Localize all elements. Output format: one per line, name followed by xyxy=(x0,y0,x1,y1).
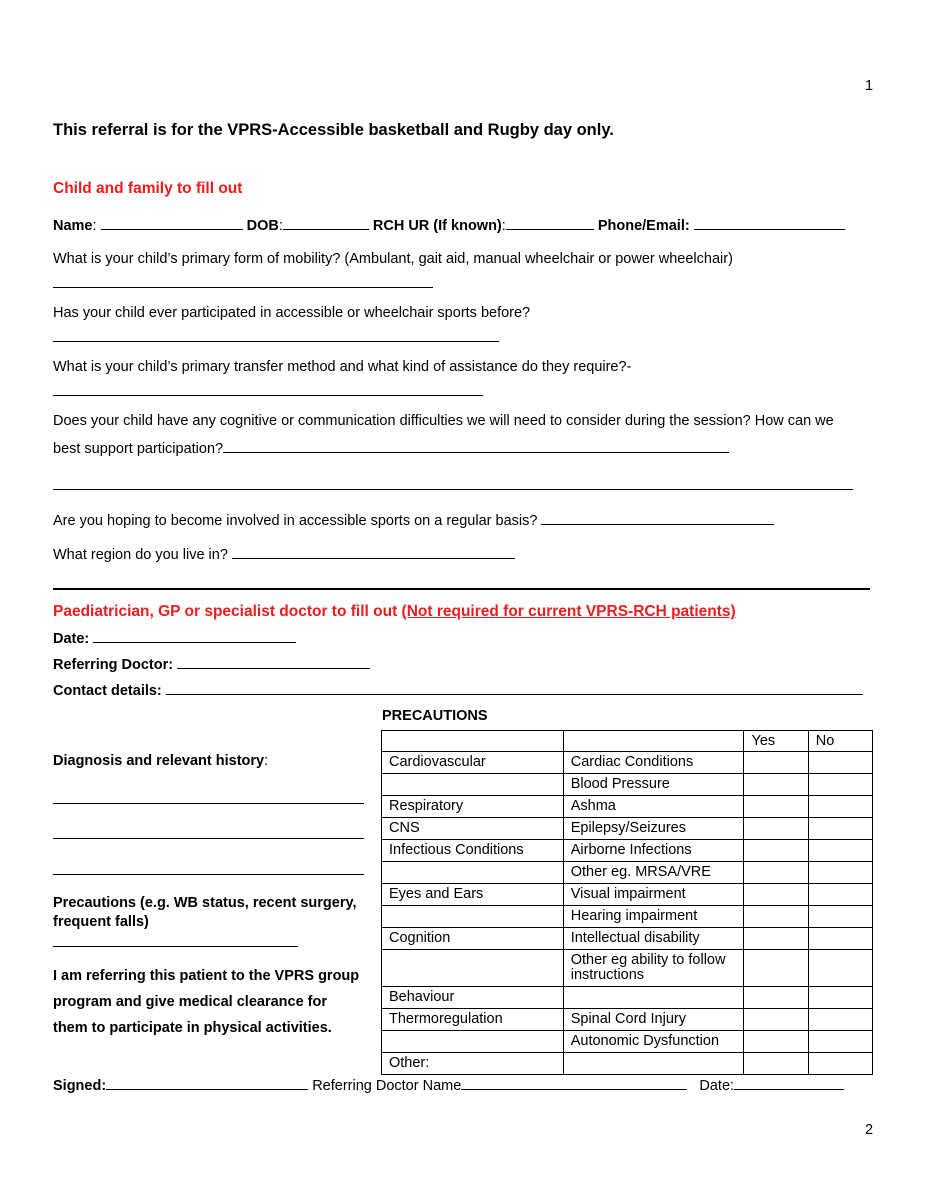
precaution-no-cell[interactable] xyxy=(808,818,872,840)
precaution-item: Epilepsy/Seizures xyxy=(563,818,744,840)
dob-field[interactable] xyxy=(283,216,369,230)
precaution-row xyxy=(382,774,873,796)
diagnosis-line-3[interactable] xyxy=(53,874,364,875)
precaution-category: Behaviour xyxy=(382,987,564,1009)
precaution-no-cell[interactable] xyxy=(808,1009,872,1031)
contact-row xyxy=(53,681,863,699)
question-region xyxy=(53,545,515,563)
precaution-yes-cell[interactable] xyxy=(744,774,808,796)
contact-label: Contact details: xyxy=(53,683,162,699)
question-cognitive-line1: Does your child have any cognitive or communication difficulties we will need to consider during the session? How can we xyxy=(53,413,834,429)
question-regular-text: Are you hoping to become involved in accessible sports on a regular basis? xyxy=(53,513,538,529)
precaution-row xyxy=(382,928,873,950)
precaution-row xyxy=(382,862,873,884)
precaution-item xyxy=(563,987,744,1009)
precaution-item: Ashma xyxy=(563,796,744,818)
precaution-yes-cell[interactable] xyxy=(744,1009,808,1031)
precaution-no-cell[interactable] xyxy=(808,1031,872,1053)
page-number-top: 1 xyxy=(865,78,874,94)
precaution-row xyxy=(382,884,873,906)
page-number-bottom: 2 xyxy=(865,1122,874,1138)
diagnosis-label: Diagnosis and relevant history xyxy=(53,753,265,769)
answer-field-cognitive[interactable] xyxy=(223,439,729,453)
precaution-category xyxy=(382,862,564,884)
precaution-no-cell[interactable] xyxy=(808,928,872,950)
precaution-row xyxy=(382,752,873,774)
doctor-heading-note: (Not required for current VPRS-RCH patients) xyxy=(401,603,736,620)
doctor-name-field[interactable] xyxy=(461,1076,687,1090)
yes-header: Yes xyxy=(744,731,808,752)
precaution-yes-cell[interactable] xyxy=(744,987,808,1009)
date-row xyxy=(53,629,296,647)
precautions-table xyxy=(381,730,873,1075)
signed-field[interactable] xyxy=(106,1076,308,1090)
precaution-item: Spinal Cord Injury xyxy=(563,1009,744,1031)
precaution-no-cell[interactable] xyxy=(808,752,872,774)
precaution-no-cell[interactable] xyxy=(808,1053,872,1075)
precaution-yes-cell[interactable] xyxy=(744,796,808,818)
contact-field[interactable] xyxy=(166,681,863,695)
precautions-label-line1: Precautions (e.g. WB status, recent surgery, xyxy=(53,895,357,911)
signature-row xyxy=(53,1076,844,1094)
answer-field-region[interactable] xyxy=(232,545,515,559)
phone-label: Phone/Email: xyxy=(597,218,690,234)
precaution-no-cell[interactable] xyxy=(808,796,872,818)
diagnosis-line-1[interactable] xyxy=(53,803,364,804)
precaution-item: Autonomic Dysfunction xyxy=(563,1031,744,1053)
precaution-row xyxy=(382,906,873,928)
referral-title: This referral is for the VPRS-Accessible basketball and Rugby day only. xyxy=(53,121,614,139)
referring-doctor-label: Referring Doctor: xyxy=(53,657,174,673)
precaution-row xyxy=(382,818,873,840)
precaution-yes-cell[interactable] xyxy=(744,950,808,987)
family-details-row: Name: DOB: RCH UR (If known): Phone/Email: xyxy=(53,216,845,234)
precaution-category xyxy=(382,1031,564,1053)
precaution-yes-cell[interactable] xyxy=(744,1053,808,1075)
precaution-yes-cell[interactable] xyxy=(744,928,808,950)
answer-field-regular[interactable] xyxy=(541,511,774,525)
precaution-row xyxy=(382,796,873,818)
question-participated: Has your child ever participated in accessible or wheelchair sports before? xyxy=(53,305,531,321)
phone-field[interactable] xyxy=(694,216,845,230)
diagnosis-line-2[interactable] xyxy=(53,838,364,839)
precaution-no-cell[interactable] xyxy=(808,774,872,796)
precaution-no-cell[interactable] xyxy=(808,884,872,906)
header-blank-item xyxy=(563,731,744,752)
precaution-item: Cardiac Conditions xyxy=(563,752,744,774)
question-transfer: What is your child’s primary transfer method and what kind of assistance do they require?- xyxy=(53,359,632,375)
precaution-category xyxy=(382,774,564,796)
precaution-row xyxy=(382,950,873,987)
answer-line-transfer[interactable] xyxy=(53,395,483,396)
precaution-yes-cell[interactable] xyxy=(744,862,808,884)
precaution-category: Eyes and Ears xyxy=(382,884,564,906)
precaution-category: Infectious Conditions xyxy=(382,840,564,862)
referring-doctor-row xyxy=(53,655,370,673)
doctor-section-heading xyxy=(53,603,736,621)
answer-line-mobility[interactable] xyxy=(53,287,433,288)
precaution-no-cell[interactable] xyxy=(808,950,872,987)
precaution-item: Blood Pressure xyxy=(563,774,744,796)
date-field[interactable] xyxy=(93,629,296,643)
precaution-yes-cell[interactable] xyxy=(744,752,808,774)
rch-label: RCH UR (If known) xyxy=(372,218,502,234)
precaution-item xyxy=(563,1053,744,1075)
family-section-heading: Child and family to fill out xyxy=(53,180,243,197)
date-label: Date: xyxy=(53,631,90,647)
precaution-yes-cell[interactable] xyxy=(744,818,808,840)
rch-field[interactable] xyxy=(506,216,594,230)
precaution-item: Visual impairment xyxy=(563,884,744,906)
clearance-line2: program and give medical clearance for xyxy=(53,994,327,1010)
doctor-heading-text: Paediatrician, GP or specialist doctor to fill out xyxy=(53,603,398,620)
sign-date-field[interactable] xyxy=(734,1076,844,1090)
precautions-table-title: PRECAUTIONS xyxy=(382,708,488,724)
precaution-category xyxy=(382,906,564,928)
precautions-answer-line[interactable] xyxy=(53,946,298,947)
precaution-item: Airborne Infections xyxy=(563,840,744,862)
precaution-no-cell[interactable] xyxy=(808,862,872,884)
doctor-name-label: Referring Doctor Name xyxy=(312,1078,462,1094)
clearance-line1: I am referring this patient to the VPRS group xyxy=(53,968,360,984)
precaution-item: Hearing impairment xyxy=(563,906,744,928)
answer-line-cognitive[interactable] xyxy=(53,489,853,490)
precaution-item: Other eg ability to follow instructions xyxy=(563,950,744,987)
no-header: No xyxy=(808,731,872,752)
question-cognitive-text: best support participation? xyxy=(53,441,224,457)
precaution-row xyxy=(382,840,873,862)
precaution-no-cell[interactable] xyxy=(808,840,872,862)
precaution-row xyxy=(382,1031,873,1053)
precaution-item: Intellectual disability xyxy=(563,928,744,950)
precaution-no-cell[interactable] xyxy=(808,906,872,928)
precaution-category: Cardiovascular xyxy=(382,752,564,774)
diagnosis-label-row: Diagnosis and relevant history: xyxy=(53,753,269,769)
precaution-yes-cell[interactable] xyxy=(744,906,808,928)
precaution-category: Thermoregulation xyxy=(382,1009,564,1031)
precaution-row xyxy=(382,987,873,1009)
precaution-row xyxy=(382,1009,873,1031)
precautions-header-row xyxy=(382,731,873,752)
precaution-no-cell[interactable] xyxy=(808,987,872,1009)
question-cognitive-line2 xyxy=(53,439,729,457)
clearance-line3: them to participate in physical activities. xyxy=(53,1020,332,1036)
precaution-yes-cell[interactable] xyxy=(744,840,808,862)
name-field[interactable] xyxy=(101,216,243,230)
header-blank-category xyxy=(382,731,564,752)
precaution-category xyxy=(382,950,564,987)
dob-label: DOB xyxy=(246,218,279,234)
sign-date-label: Date: xyxy=(699,1078,735,1094)
precaution-category: CNS xyxy=(382,818,564,840)
precaution-category: Respiratory xyxy=(382,796,564,818)
precaution-yes-cell[interactable] xyxy=(744,1031,808,1053)
question-regular xyxy=(53,511,774,529)
section-divider xyxy=(53,588,870,590)
name-label: Name xyxy=(53,218,93,234)
precaution-category: Cognition xyxy=(382,928,564,950)
referring-doctor-field[interactable] xyxy=(177,655,370,669)
precautions-label-line2: frequent falls) xyxy=(53,914,149,930)
answer-line-participated[interactable] xyxy=(53,341,499,342)
precaution-item: Other eg. MRSA/VRE xyxy=(563,862,744,884)
precaution-row xyxy=(382,1053,873,1075)
question-region-text: What region do you live in? xyxy=(53,547,228,563)
signed-label: Signed: xyxy=(53,1078,107,1094)
precaution-yes-cell[interactable] xyxy=(744,884,808,906)
question-mobility: What is your child’s primary form of mobility? (Ambulant, gait aid, manual wheelchair or power wheelchair) xyxy=(53,251,733,267)
precaution-category: Other: xyxy=(382,1053,564,1075)
